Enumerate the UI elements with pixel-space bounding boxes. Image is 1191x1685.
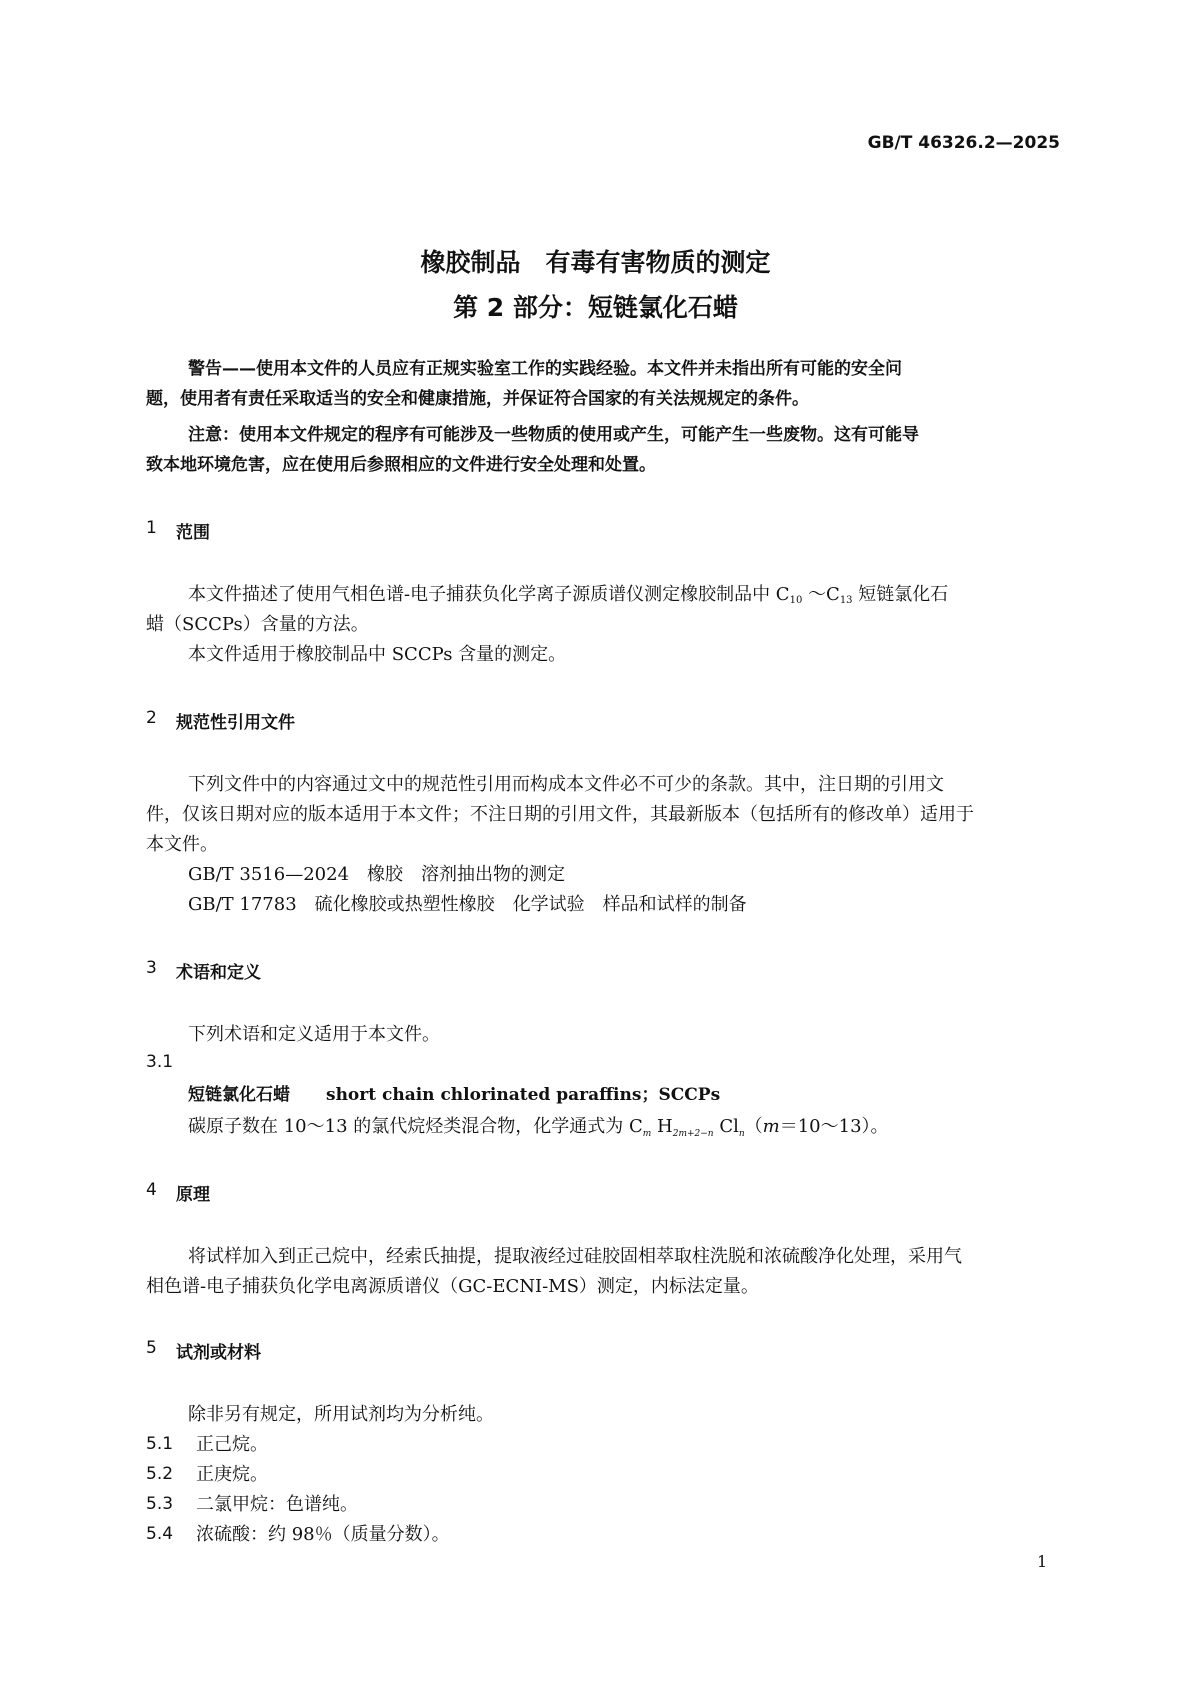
scope-paragraph-line2: 蜡（SCCPs）含量的方法。 — [146, 614, 369, 635]
term-definition — [188, 1112, 889, 1149]
reagent-text: 正己烷。 — [196, 1434, 268, 1455]
section-title: 试剂或材料 — [176, 1343, 261, 1363]
scope-text-c: 短链氯化石 — [852, 584, 949, 605]
normative-paragraph-line2: 件，仅该日期对应的版本适用于本文件；不注日期的引用文件，其最新版本（包括所有的修改单）适用于 — [146, 804, 974, 825]
reagent-number: 5.3 — [146, 1494, 174, 1514]
warning-line1: 警告——使用本文件的人员应有正规实验室工作的实践经验。本文件并未指出所有可能的安全问 — [188, 359, 902, 379]
reagent-number: 5.4 — [146, 1524, 174, 1544]
formula-subscript-m: m — [642, 1129, 652, 1139]
term-english: short chain chlorinated paraffins；SCCPs — [326, 1085, 721, 1105]
definition-text-d: （ — [744, 1116, 763, 1137]
section-number: 1 — [146, 518, 157, 538]
definition-text-a: 碳原子数在 10～13 的氯代烷烃类混合物，化学通式为 C — [188, 1116, 643, 1137]
reagent-text: 二氯甲烷：色谱纯。 — [196, 1494, 358, 1515]
reagent-number: 5.2 — [146, 1464, 174, 1484]
section-number: 5 — [146, 1338, 157, 1358]
formula-variable-m: m — [762, 1116, 780, 1137]
normative-paragraph-line1: 下列文件中的内容通过文中的规范性引用而构成本文件必不可少的条款。其中，注日期的引用文 — [188, 774, 944, 795]
section-title: 范围 — [176, 523, 210, 543]
normative-reference: GB/T 17783 硫化橡胶或热塑性橡胶 化学试验 样品和试样的制备 — [188, 894, 747, 915]
section-number: 4 — [146, 1180, 157, 1200]
section-title: 原理 — [176, 1185, 210, 1205]
formula-subscript-n: n — [738, 1129, 745, 1139]
document-title-line1: 橡胶制品 有毒有害物质的测定 — [420, 248, 771, 277]
definition-text-b: H — [651, 1116, 673, 1137]
normative-reference: GB/T 3516—2024 橡胶 溶剂抽出物的测定 — [188, 864, 566, 885]
carbon-subscript-13: 13 — [839, 595, 853, 606]
scope-text-a: 本文件描述了使用气相色谱-电子捕获负化学离子源质谱仪测定橡胶制品中 C — [188, 584, 790, 605]
principle-paragraph-line1: 将试样加入到正己烷中，经索氏抽提，提取液经过硅胶固相萃取柱洗脱和浓硫酸净化处理，采用气 — [188, 1246, 962, 1267]
reagent-number: 5.1 — [146, 1434, 174, 1454]
principle-paragraph-line2: 相色谱-电子捕获负化学电离源质谱仪（GC-ECNI-MS）测定，内标法定量。 — [146, 1276, 759, 1297]
reagent-text: 浓硫酸：约 98％（质量分数）。 — [196, 1524, 450, 1545]
definition-text-c: Cl — [713, 1116, 739, 1137]
standard-id: GB/T 46326.2—2025 — [867, 133, 1060, 153]
reagents-intro: 除非另有规定，所用试剂均为分析纯。 — [188, 1404, 494, 1425]
scope-paragraph-2: 本文件适用于橡胶制品中 SCCPs 含量的测定。 — [188, 644, 567, 665]
page-number: 1 — [1037, 1552, 1048, 1571]
term-entry — [188, 1080, 720, 1110]
term-number: 3.1 — [146, 1052, 174, 1072]
definition-text-e: ＝10～13）。 — [779, 1116, 889, 1137]
term-chinese: 短链氯化石蜡 — [188, 1085, 290, 1105]
section-title: 术语和定义 — [176, 963, 261, 983]
section-title: 规范性引用文件 — [176, 713, 295, 733]
note-line2: 致本地环境危害，应在使用后参照相应的文件进行安全处理和处置。 — [146, 455, 656, 475]
reagent-text: 正庚烷。 — [196, 1464, 268, 1485]
terms-intro: 下列术语和定义适用于本文件。 — [188, 1024, 440, 1045]
warning-line2: 题，使用者有责任采取适当的安全和健康措施，并保证符合国家的有关法规规定的条件。 — [146, 389, 809, 409]
scope-text-b: ～C — [802, 584, 840, 605]
document-title-line2: 第 2 部分：短链氯化石蜡 — [453, 293, 738, 322]
formula-subscript-h: 2m+2−n — [672, 1129, 714, 1139]
section-number: 3 — [146, 958, 157, 978]
carbon-subscript-10: 10 — [789, 595, 803, 606]
section-number: 2 — [146, 708, 157, 728]
normative-paragraph-line3: 本文件。 — [146, 834, 218, 855]
note-line1: 注意：使用本文件规定的程序有可能涉及一些物质的使用或产生，可能产生一些废物。这有可能导 — [188, 425, 919, 445]
